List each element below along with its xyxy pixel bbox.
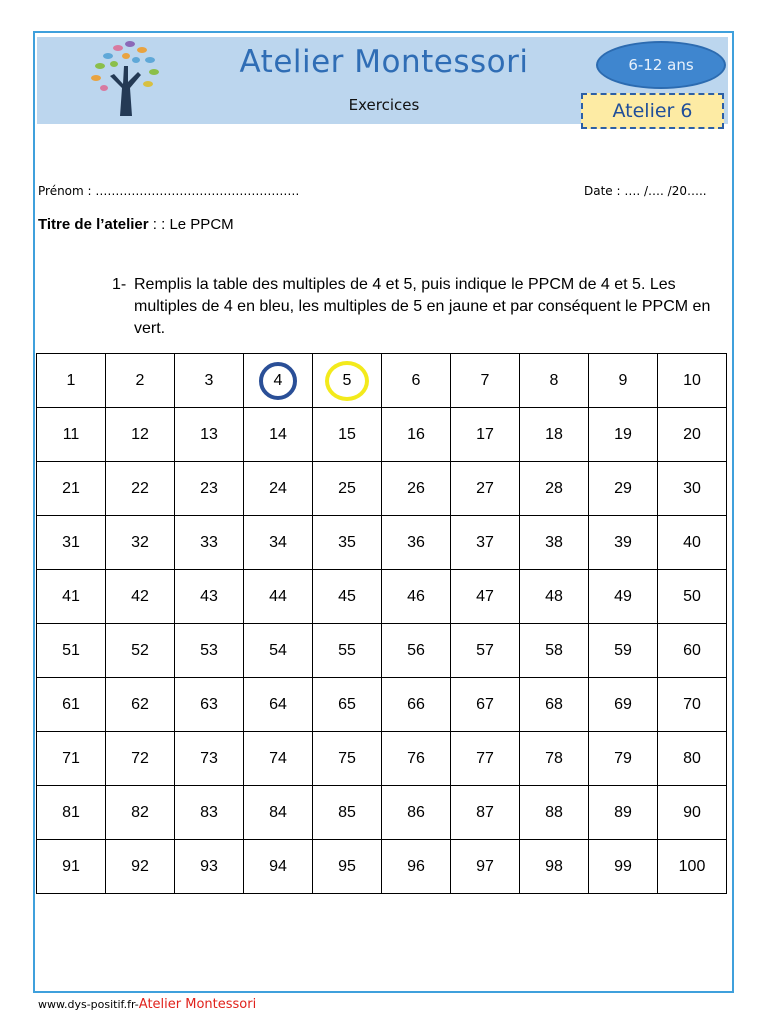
cell-number: 11	[62, 425, 80, 443]
cell-number: 31	[62, 533, 80, 551]
age-badge	[596, 41, 726, 89]
grid-cell[interactable]	[589, 462, 658, 516]
cell-number: 28	[545, 479, 563, 497]
cell-number: 62	[131, 695, 149, 713]
cell-number: 81	[62, 803, 80, 821]
cell-number: 74	[269, 749, 287, 767]
cell-number: 76	[407, 749, 425, 767]
grid-cell[interactable]	[658, 570, 727, 624]
cell-number: 92	[131, 857, 149, 875]
grid-cell[interactable]	[382, 462, 451, 516]
cell-number: 50	[683, 587, 701, 605]
date-field[interactable]: Date : …. /…. /20…..	[584, 184, 707, 198]
prenom-field[interactable]: Prénom : ……………………………………………	[38, 184, 300, 198]
grid-cell[interactable]	[451, 624, 520, 678]
cell-number: 95	[338, 857, 356, 875]
cell-number: 34	[269, 533, 287, 551]
grid-cell[interactable]	[520, 840, 589, 894]
cell-number: 25	[338, 479, 356, 497]
grid-cell[interactable]	[520, 354, 589, 408]
page-subtitle: Exercices	[348, 96, 420, 114]
grid-cell[interactable]	[589, 516, 658, 570]
grid-cell[interactable]	[382, 840, 451, 894]
footer-site: www.dys-positif.fr-	[38, 998, 139, 1011]
grid-cell[interactable]	[451, 408, 520, 462]
cell-number: 35	[338, 533, 356, 551]
cell-number: 42	[131, 587, 149, 605]
cell-number: 80	[683, 749, 701, 767]
atelier-number-box	[581, 93, 724, 129]
grid-cell[interactable]	[520, 678, 589, 732]
cell-number: 38	[545, 533, 563, 551]
cell-number: 20	[683, 425, 701, 443]
grid-cell[interactable]	[313, 786, 382, 840]
cell-number: 83	[200, 803, 218, 821]
app-title: Atelier Montessori	[239, 44, 529, 80]
grid-cell[interactable]	[382, 570, 451, 624]
footer-brand: Atelier Montessori	[138, 997, 257, 1012]
grid-cell[interactable]	[451, 786, 520, 840]
cell-number: 22	[131, 479, 149, 497]
grid-cell[interactable]	[589, 354, 658, 408]
cell-number: 27	[476, 479, 494, 497]
cell-number: 24	[269, 479, 287, 497]
cell-number: 14	[269, 425, 287, 443]
grid-cell[interactable]	[520, 624, 589, 678]
grid-cell[interactable]	[658, 354, 727, 408]
cell-number: 19	[614, 425, 632, 443]
cell-number: 55	[338, 641, 356, 659]
cell-number: 77	[476, 749, 494, 767]
age-badge-label: 6-12 ans	[628, 56, 694, 74]
cell-number: 89	[614, 803, 632, 821]
grid-cell[interactable]	[175, 408, 244, 462]
grid-cell[interactable]	[244, 516, 313, 570]
grid-cell[interactable]	[589, 678, 658, 732]
grid-cell[interactable]	[244, 354, 313, 408]
grid-row	[37, 678, 727, 732]
grid-cell[interactable]	[451, 732, 520, 786]
grid-cell[interactable]	[106, 408, 175, 462]
grid-cell[interactable]	[106, 624, 175, 678]
grid-cell[interactable]	[589, 408, 658, 462]
cell-number: 7	[480, 371, 490, 389]
grid-cell[interactable]	[520, 732, 589, 786]
grid-cell[interactable]	[106, 678, 175, 732]
grid-cell[interactable]	[175, 570, 244, 624]
cell-number: 71	[62, 749, 80, 767]
cell-number: 39	[614, 533, 632, 551]
grid-cell[interactable]	[37, 840, 106, 894]
cell-number: 75	[338, 749, 356, 767]
cell-number: 40	[683, 533, 701, 551]
grid-cell[interactable]	[175, 786, 244, 840]
grid-cell[interactable]	[589, 624, 658, 678]
multiples-grid	[36, 353, 727, 894]
grid-cell[interactable]	[658, 732, 727, 786]
grid-cell[interactable]	[106, 570, 175, 624]
grid-cell[interactable]	[658, 462, 727, 516]
grid-cell[interactable]	[382, 354, 451, 408]
cell-number: 98	[545, 857, 563, 875]
cell-number: 44	[269, 587, 287, 605]
cell-number: 49	[614, 587, 632, 605]
cell-number: 9	[618, 371, 628, 389]
grid-cell[interactable]	[658, 516, 727, 570]
grid-cell[interactable]	[658, 786, 727, 840]
grid-cell[interactable]	[244, 570, 313, 624]
cell-number: 36	[407, 533, 425, 551]
grid-cell[interactable]	[313, 570, 382, 624]
grid-cell[interactable]	[37, 462, 106, 516]
grid-cell[interactable]	[451, 678, 520, 732]
cell-number: 86	[407, 803, 425, 821]
grid-cell[interactable]	[313, 840, 382, 894]
cell-number: 87	[476, 803, 494, 821]
cell-number: 23	[200, 479, 218, 497]
cell-number: 93	[200, 857, 218, 875]
grid-row	[37, 786, 727, 840]
grid-cell[interactable]	[313, 408, 382, 462]
grid-cell[interactable]	[244, 732, 313, 786]
grid-cell[interactable]	[106, 840, 175, 894]
grid-cell[interactable]	[37, 354, 106, 408]
grid-cell[interactable]	[106, 354, 175, 408]
cell-number: 82	[131, 803, 149, 821]
grid-cell[interactable]	[658, 840, 727, 894]
cell-number: 26	[407, 479, 425, 497]
grid-row	[37, 408, 727, 462]
grid-cell[interactable]	[244, 678, 313, 732]
cell-number: 99	[614, 857, 632, 875]
grid-row	[37, 570, 727, 624]
cell-number: 94	[269, 857, 287, 875]
cell-number: 3	[204, 371, 214, 389]
cell-number: 18	[545, 425, 563, 443]
cell-number: 47	[476, 587, 494, 605]
grid-cell[interactable]	[37, 678, 106, 732]
cell-number: 70	[683, 695, 701, 713]
footer	[38, 997, 256, 1012]
grid-cell[interactable]	[175, 354, 244, 408]
cell-number: 17	[476, 425, 494, 443]
grid-cell[interactable]	[37, 624, 106, 678]
cell-number: 79	[614, 749, 632, 767]
cell-number: 78	[545, 749, 563, 767]
cell-number: 69	[614, 695, 632, 713]
workshop-title-label: Titre de l’atelier	[38, 216, 149, 233]
grid-cell[interactable]	[313, 624, 382, 678]
grid-cell[interactable]	[589, 786, 658, 840]
cell-number: 37	[476, 533, 494, 551]
grid-cell[interactable]	[175, 732, 244, 786]
grid-cell[interactable]	[520, 786, 589, 840]
grid-row	[37, 624, 727, 678]
grid-row	[37, 732, 727, 786]
cell-number: 64	[269, 695, 287, 713]
cell-number: 97	[476, 857, 494, 875]
grid-row	[37, 462, 727, 516]
cell-number: 53	[200, 641, 218, 659]
cell-number: 10	[683, 371, 701, 389]
workshop-title-value: Le PPCM	[169, 216, 234, 233]
cell-number: 46	[407, 587, 425, 605]
cell-number: 68	[545, 695, 563, 713]
cell-number: 15	[338, 425, 356, 443]
cell-number: 67	[476, 695, 494, 713]
cell-number: 45	[338, 587, 356, 605]
cell-number: 72	[131, 749, 149, 767]
grid-cell[interactable]	[37, 570, 106, 624]
grid-row	[37, 516, 727, 570]
grid-cell[interactable]	[313, 462, 382, 516]
grid-cell[interactable]	[175, 516, 244, 570]
grid-cell[interactable]	[382, 408, 451, 462]
cell-number: 29	[614, 479, 632, 497]
cell-number: 57	[476, 641, 494, 659]
grid-cell[interactable]	[37, 786, 106, 840]
grid-cell[interactable]	[589, 732, 658, 786]
grid-cell[interactable]	[37, 732, 106, 786]
cell-number: 56	[407, 641, 425, 659]
grid-cell[interactable]	[382, 678, 451, 732]
cell-number: 12	[131, 425, 149, 443]
cell-number: 13	[200, 425, 218, 443]
cell-number: 60	[683, 641, 701, 659]
grid-cell[interactable]	[106, 462, 175, 516]
cell-number: 88	[545, 803, 563, 821]
cell-number: 1	[66, 371, 76, 389]
grid-cell[interactable]	[589, 840, 658, 894]
grid-cell[interactable]	[451, 570, 520, 624]
grid-cell[interactable]	[382, 624, 451, 678]
grid-cell[interactable]	[244, 462, 313, 516]
cell-number: 91	[62, 857, 80, 875]
cell-number: 90	[683, 803, 701, 821]
cell-number: 21	[62, 479, 80, 497]
grid-cell[interactable]	[313, 516, 382, 570]
grid-cell[interactable]	[382, 732, 451, 786]
yellow-circled-number: 5	[325, 361, 369, 401]
cell-number: 61	[62, 695, 80, 713]
grid-cell[interactable]	[658, 624, 727, 678]
grid-cell[interactable]	[658, 678, 727, 732]
cell-number: 30	[683, 479, 701, 497]
instruction	[112, 274, 732, 340]
grid-cell[interactable]	[382, 786, 451, 840]
grid-cell[interactable]	[244, 840, 313, 894]
grid-cell[interactable]	[589, 570, 658, 624]
cell-number: 96	[407, 857, 425, 875]
grid-cell[interactable]	[313, 678, 382, 732]
grid-cell[interactable]	[175, 462, 244, 516]
grid-cell[interactable]	[520, 408, 589, 462]
cell-number: 66	[407, 695, 425, 713]
cell-number: 58	[545, 641, 563, 659]
instruction-number: 1-	[112, 276, 127, 293]
cell-number: 52	[131, 641, 149, 659]
cell-number: 41	[62, 587, 80, 605]
grid-cell[interactable]	[175, 678, 244, 732]
grid-cell[interactable]	[106, 732, 175, 786]
grid-cell[interactable]	[451, 354, 520, 408]
cell-number: 63	[200, 695, 218, 713]
cell-number: 51	[62, 641, 80, 659]
cell-number: 48	[545, 587, 563, 605]
grid-cell[interactable]	[37, 408, 106, 462]
grid-cell[interactable]	[451, 516, 520, 570]
grid-cell[interactable]	[520, 516, 589, 570]
grid-cell[interactable]	[37, 516, 106, 570]
grid-cell[interactable]	[106, 516, 175, 570]
grid-cell[interactable]	[244, 624, 313, 678]
workshop-title	[38, 216, 234, 233]
grid-cell[interactable]	[451, 462, 520, 516]
grid-cell[interactable]	[382, 516, 451, 570]
grid-row	[37, 840, 727, 894]
grid-cell[interactable]	[658, 408, 727, 462]
cell-number: 100	[678, 857, 706, 875]
cell-number: 84	[269, 803, 287, 821]
grid-row	[37, 354, 727, 408]
cell-number: 59	[614, 641, 632, 659]
cell-number: 85	[338, 803, 356, 821]
grid-cell[interactable]	[244, 408, 313, 462]
workshop-title-separator: : :	[148, 216, 170, 233]
cell-number: 2	[135, 371, 145, 389]
cell-number: 73	[200, 749, 218, 767]
cell-number: 32	[131, 533, 149, 551]
grid-cell[interactable]	[244, 786, 313, 840]
cell-number: 8	[549, 371, 559, 389]
grid-cell[interactable]	[106, 786, 175, 840]
grid-cell[interactable]	[520, 462, 589, 516]
cell-number: 33	[200, 533, 218, 551]
cell-number: 6	[411, 371, 421, 389]
grid-cell[interactable]	[313, 354, 382, 408]
instruction-text: Remplis la table des multiples de 4 et 5, puis indique le PPCM de 4 et 5. Les multiples de 4 en bleu, les multiples de 5 en jaune et par conséquent le PPCM en vert.	[134, 276, 711, 337]
blue-circled-number: 4	[259, 362, 297, 400]
grid-cell[interactable]	[520, 570, 589, 624]
atelier-label: Atelier 6	[612, 100, 693, 122]
grid-cell[interactable]	[451, 840, 520, 894]
cell-number: 54	[269, 641, 287, 659]
grid-cell[interactable]	[175, 840, 244, 894]
grid-cell[interactable]	[175, 624, 244, 678]
cell-number: 16	[407, 425, 425, 443]
cell-number: 43	[200, 587, 218, 605]
grid-cell[interactable]	[313, 732, 382, 786]
cell-number: 65	[338, 695, 356, 713]
